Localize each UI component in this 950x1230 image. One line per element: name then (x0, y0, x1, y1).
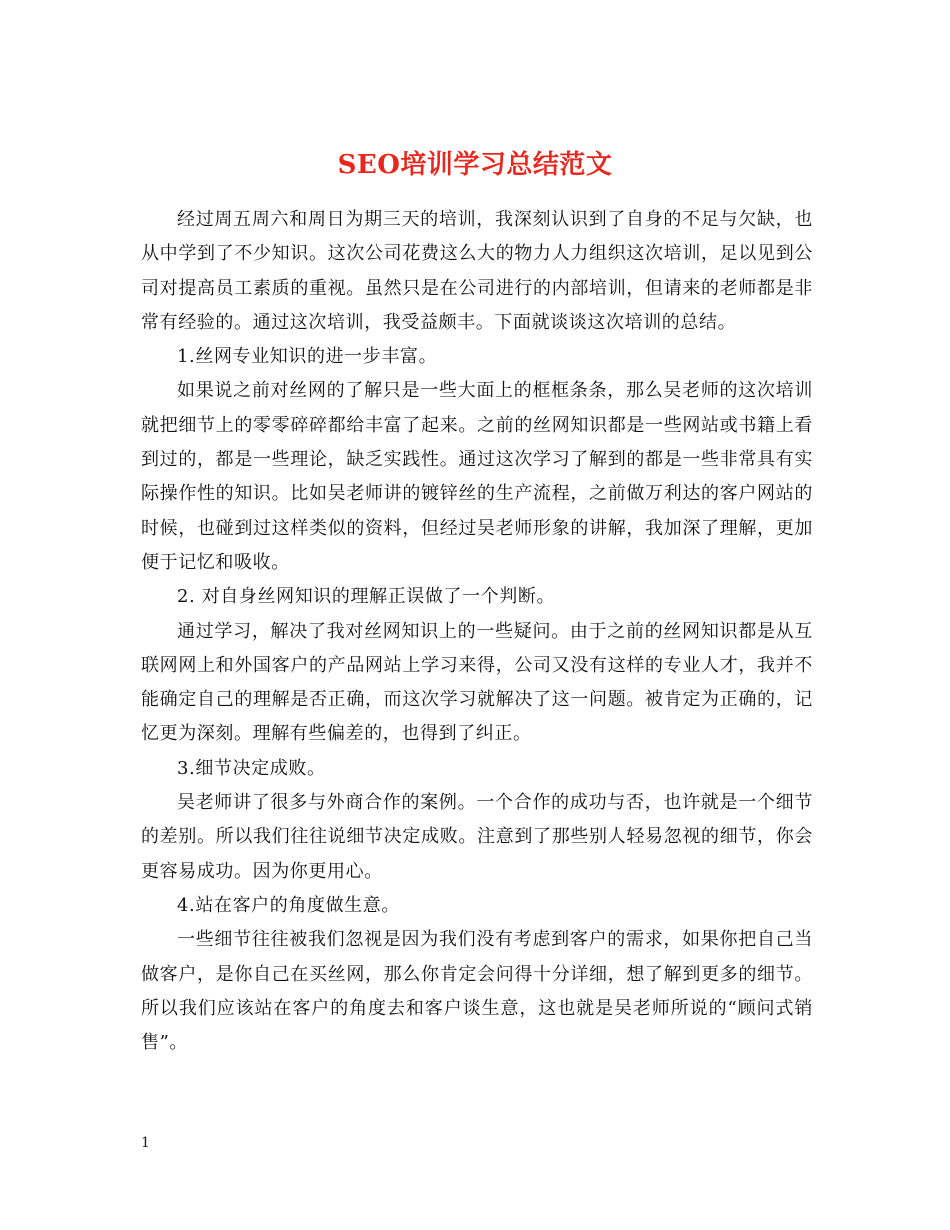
section-heading-4: 4.站在客户的角度做生意。 (177, 894, 400, 916)
document-title: SEO培训学习总结范文 (337, 150, 613, 181)
document-body (141, 203, 813, 1060)
page-number: 1 (141, 1135, 150, 1151)
section-paragraph-4: 一些细节往往被我们忽视是因为我们没有考虑到客户的需求，如果你把自己当做客户，是你自己在买丝网，那么你肯定会问得十分详细，想了解到更多的细节。所以我们应该站在客户的角度去和客户谈生意，这也就是吴老师所说的“顾问式销售”。 (141, 929, 813, 1054)
section-heading-2: 2. 对自身丝网知识的理解正误做了一个判断。 (177, 586, 556, 608)
section-heading-1: 1.丝网专业知识的进一步丰富。 (177, 346, 438, 368)
section-paragraph-1: 如果说之前对丝网的了解只是一些大面上的框框条条，那么吴老师的这次培训就把细节上的零零碎碎都给丰富了起来。之前的丝网知识都是一些网站或书籍上看到过的，都是一些理论，缺乏实践性。通过这次学习了解到的都是一些非常具有实际操作性的知识。比如吴老师讲的镀锌丝的生产流程，之前做万利达的客户网站的时候，也碰到过这样类似的资料，但经过吴老师形象的讲解，我加深了理解，更加便于记忆和吸收。 (141, 380, 813, 573)
section-heading-3: 3.细节决定成败。 (177, 757, 326, 779)
intro-paragraph: 经过周五周六和周日为期三天的培训，我深刻认识到了自身的不足与欠缺，也从中学到了不少知识。这次公司花费这么大的物力人力组织这次培训，足以见到公司对提高员工素质的重视。虽然只是在公司进行的内部培训，但请来的老师都是非常有经验的。通过这次培训，我受益颇丰。下面就谈谈这次培训的总结。 (141, 209, 813, 333)
section-paragraph-3: 吴老师讲了很多与外商合作的案例。一个合作的成功与否，也许就是一个细节的差别。所以我们往往说细节决定成败。注意到了那些别人轻易忽视的细节，你会更容易成功。因为你更用心。 (141, 792, 813, 882)
section-paragraph-2: 通过学习，解决了我对丝网知识上的一些疑问。由于之前的丝网知识都是从互联网网上和外国客户的产品网站上学习来得，公司又没有这样的专业人才，我并不能确定自己的理解是否正确，而这次学习就解决了这一问题。被肯定为正确的，记忆更为深刻。理解有些偏差的，也得到了纠正。 (141, 620, 813, 745)
